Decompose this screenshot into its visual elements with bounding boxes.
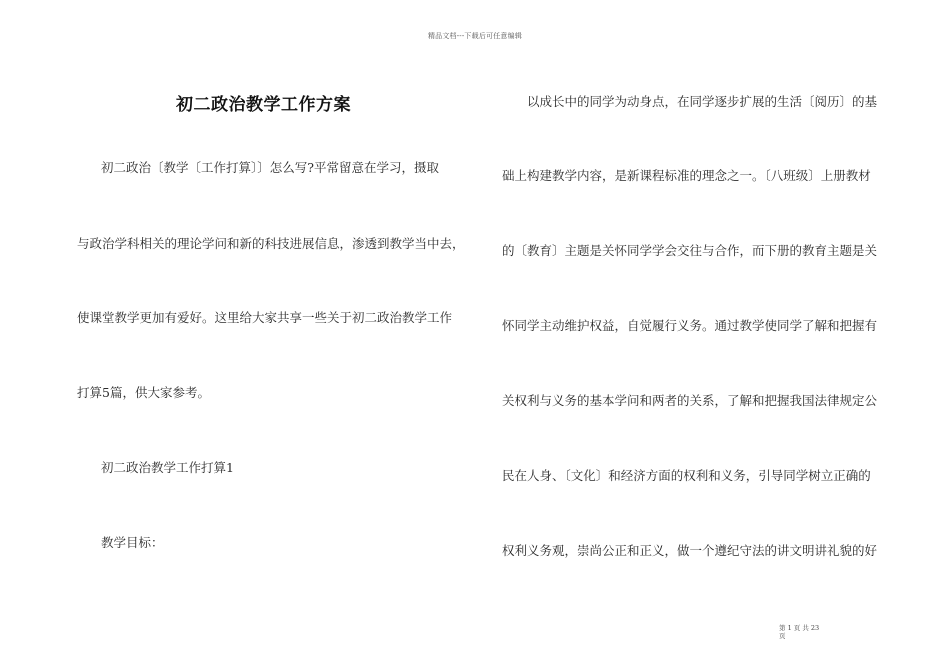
- page-number-line: 第 1 页 共 23: [779, 624, 820, 632]
- paragraph-line: 权利义务观，崇尚公正和正义，做一个遵纪守法的讲文明讲礼貌的好: [502, 543, 878, 558]
- paragraph-line: 使课堂教学更加有爱好。这里给大家共享一些关于初二政治教学工作: [77, 310, 453, 325]
- paragraph-line: 关权利与义务的基本学问和两者的关系，了解和把握我国法律规定公: [502, 393, 878, 408]
- header-note: 精品文档---下载后可任意编辑: [427, 32, 523, 40]
- paragraph-line: 初二政治〔教学〔工作打算〕〕怎么写?平常留意在学习，摄取: [101, 160, 439, 175]
- paragraph-line: 打算5篇，供大家参考。: [77, 385, 210, 400]
- document-title: 初二政治教学工作方案: [176, 95, 351, 115]
- paragraph-line: 民在人身、〔文化〕和经济方面的权利和义务，引导同学树立正确的: [502, 468, 871, 483]
- paragraph-line: 怀同学主动维护权益，自觉履行义务。通过教学使同学了解和把握有: [502, 318, 878, 333]
- section-heading: 初二政治教学工作打算1: [101, 460, 234, 475]
- page-number: [779, 624, 849, 640]
- paragraph-line: 的〔教育〕主题是关怀同学学会交往与合作，而下册的教育主题是关: [502, 243, 878, 258]
- paragraph-line: 以成长中的同学为动身点，在同学逐步扩展的生活〔阅历〕的基: [527, 94, 878, 109]
- page-number-line: 页: [779, 632, 786, 640]
- paragraph-line: 础上构建教学内容，是新课程标准的理念之一。〔八班级〕上册教材: [502, 168, 871, 183]
- subheading: 教学目标：: [101, 535, 164, 550]
- paragraph-line: 与政治学科相关的理论学问和新的科技进展信息，渗透到教学当中去，: [77, 236, 465, 251]
